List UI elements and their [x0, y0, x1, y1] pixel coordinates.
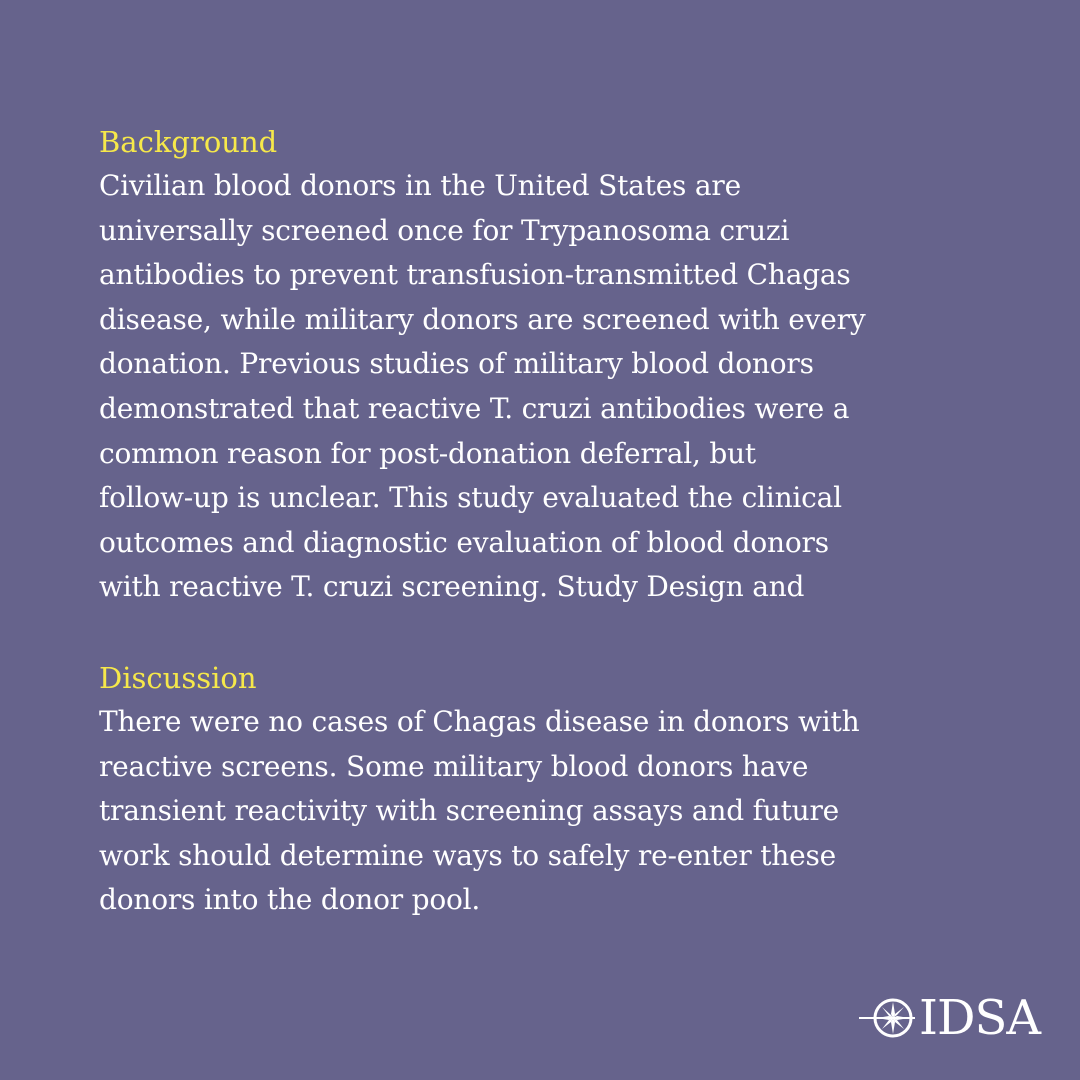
background-line: antibodies to prevent transfusion-transmitted Chagas [99, 258, 851, 292]
background-line: Civilian blood donors in the United States are [99, 169, 741, 202]
discussion-section [99, 656, 999, 923]
discussion-heading: Discussion [99, 661, 257, 695]
background-heading: Background [99, 125, 278, 159]
background-line: donation. Previous studies of military blood donors [99, 347, 814, 381]
discussion-line: transient reactivity with screening assays and future [99, 794, 840, 828]
logo-text: IDSA [919, 990, 1040, 1046]
background-line: universally screened once for Trypanosoma cruzi [99, 213, 790, 247]
discussion-line: donors into the donor pool. [99, 883, 481, 917]
discussion-line: work should determine ways to safely re-enter these [99, 838, 837, 872]
background-line: common reason for post-donation deferral, but [99, 436, 756, 470]
background-line: outcomes and diagnostic evaluation of blood donors [99, 525, 829, 559]
background-section [99, 120, 999, 610]
background-line: demonstrated that reactive T. cruzi antibodies were a [99, 391, 850, 425]
background-line: disease, while military donors are screened with every [99, 302, 866, 336]
background-line: with reactive T. cruzi screening. Study Design and [99, 570, 805, 604]
discussion-line: reactive screens. Some military blood donors have [99, 749, 809, 783]
star-compass-icon [857, 993, 917, 1043]
idsa-logo [857, 990, 1040, 1046]
background-line: follow-up is unclear. This study evaluated the clinical [99, 481, 842, 515]
discussion-line: There were no cases of Chagas disease in donors with [99, 705, 860, 738]
